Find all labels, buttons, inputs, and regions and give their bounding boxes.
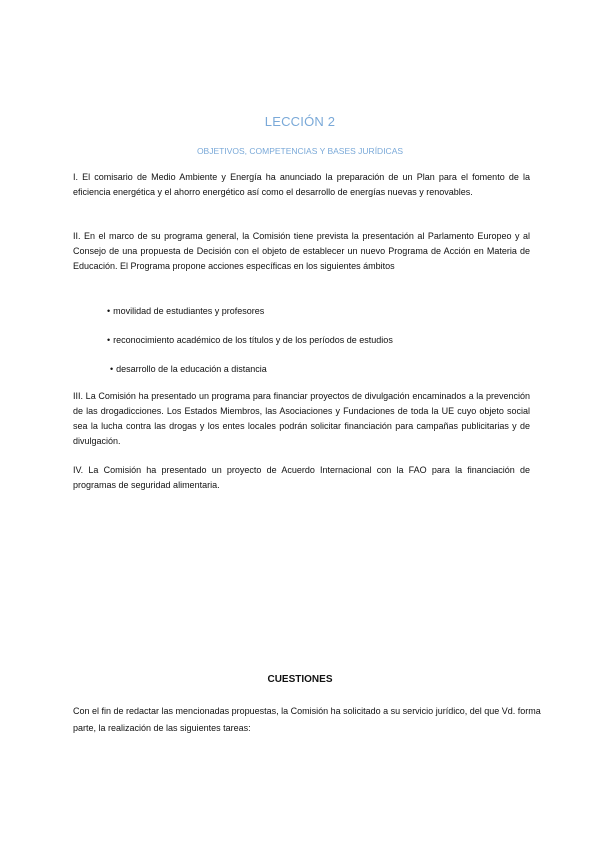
paragraph-3-text: III. La Comisión ha presentado un programa para financiar proyectos de divulgación encaminados a la prevención de las drogadicciones. Los Estados Miembros, las Asociaciones y Fundaciones de toda la UE cuyo objeto social sea la lucha contra las drogas y los entes locales podrán solicitar financiación para campañas publicitarias y de divulgación. — [73, 391, 530, 446]
bullet-dot: • — [107, 335, 111, 345]
paragraph-1 — [73, 170, 530, 200]
cuestiones-intro: Con el fin de redactar las mencionadas propuestas, la Comisión ha solicitado a su servicio jurídico, del que Vd. forma parte, la realización de las siguientes tareas: — [73, 706, 541, 733]
paragraph-2-text: II. En el marco de su programa general, la Comisión tiene prevista la presentación al Parlamento Europeo y al Consejo de una propuesta de Decisión con el objeto de establecer un nuevo Programa de Acción en Materia de Educación. El Programa propone acciones específicas en los siguientes ámbitos — [73, 231, 530, 271]
paragraph-2 — [73, 229, 530, 274]
lesson-title: LECCIÓN 2 — [264, 114, 336, 129]
bullet-dot: • — [110, 364, 114, 374]
bullet-item-text: desarrollo de la educación a distancia — [116, 364, 267, 374]
paragraph-3 — [73, 389, 530, 449]
paragraph-4 — [73, 463, 530, 493]
bullet-item-text: movilidad de estudiantes y profesores — [113, 306, 265, 316]
paragraph-1-text: I. El comisario de Medio Ambiente y Energía ha anunciado la preparación de un Plan para el fomento de la eficiencia energética y el ahorro energético así como el desarrollo de energías nuevas y renovables. — [73, 172, 530, 197]
bullet-item-text: reconocimiento académico de los títulos y de los períodos de estudios — [113, 335, 393, 345]
lesson-subtitle: OBJETIVOS, COMPETENCIAS Y BASES JURÍDICAS — [196, 146, 404, 156]
bullet-item — [107, 333, 393, 348]
bullet-dot: • — [107, 306, 111, 316]
cuestiones-heading: CUESTIONES — [267, 674, 333, 685]
paragraph-4-text: IV. La Comisión ha presentado un proyecto de Acuerdo Internacional con la FAO para la financiación de programas de seguridad alimentaria. — [73, 465, 530, 490]
bullet-item — [107, 304, 264, 319]
bullet-item — [110, 362, 267, 377]
